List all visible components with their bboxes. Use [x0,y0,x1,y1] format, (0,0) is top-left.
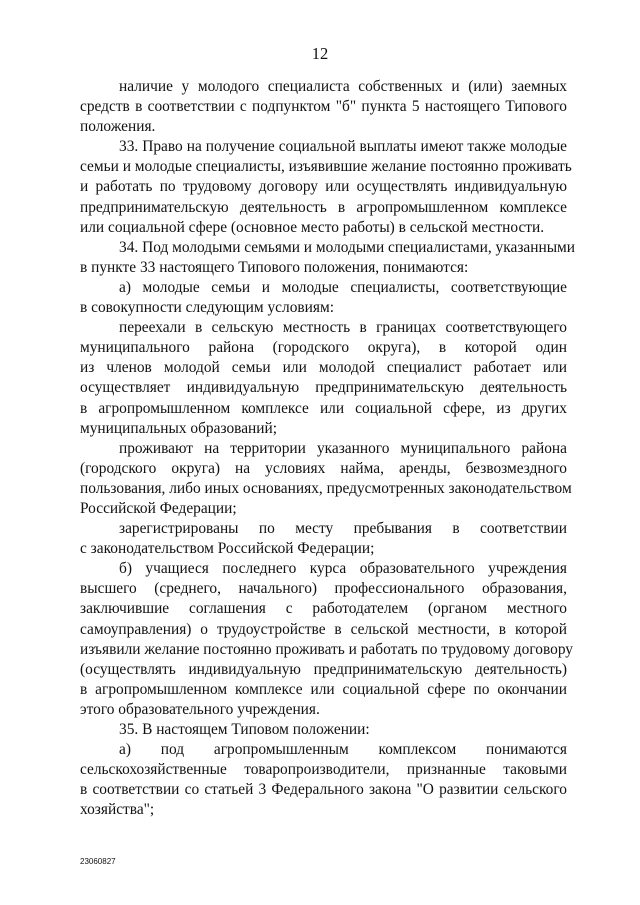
text-line: наличие у молодого специалиста собственных и (или) заемных [119,78,567,95]
page-number: 12 [311,44,329,63]
text-line: 35. В настоящем Типовом положении: [119,721,370,738]
text-line: муниципальных образований; [80,419,278,437]
text-line: заключившие соглашения с работодателем (органом местного [80,600,567,618]
text-line: или социальной сфере (основное место работы) в сельской местности. [80,218,545,236]
text-line: изъявили желание постоянно проживать и работать по трудовому договору [80,640,574,658]
text-line: Российской Федерации; [80,499,237,517]
text-line: осуществляет индивидуальную предпринимательскую деятельность [80,379,567,397]
text-line: 33. Право на получение социальной выплаты имеют также молодые [119,138,567,156]
text-line: этого образовательного учреждения. [80,700,320,718]
text-line: с законодательством Российской Федерации; [80,540,375,558]
text-line: зарегистрированы по месту пребывания в соответствии [119,520,567,538]
text-line: а) молодые семьи и молодые специалисты, соответствующие [119,278,567,296]
text-line: из членов молодой семьи или молодой специалист работает или [80,359,567,377]
text-line: в агропромышленном комплексе или социальной сфере, из других [80,399,567,417]
text-line: сельскохозяйственные товаропроизводители, признанные таковыми [80,761,567,779]
text-line: в пункте 33 настоящего Типового положения, понимаются: [80,258,469,276]
text-line: самоуправления) о трудоустройстве в сельской местности, в которой [80,620,567,638]
text-line: семьи и молодые специалисты, изъявившие желание постоянно проживать [80,158,572,176]
text-line: (городского округа) на условиях найма, аренды, безвозмездного [80,459,567,477]
text-line: и работать по трудовому договору или осуществлять индивидуальную [80,178,567,196]
document-body [80,77,576,820]
text-line: средств в соответствии с подпунктом "б" пункта 5 настоящего Типового [80,98,567,116]
text-line: б) учащиеся последнего курса образовательного учреждения [119,560,567,578]
text-line: предпринимательскую деятельность в агропромышленном комплексе [80,198,567,216]
text-line: 34. Под молодыми семьями и молодыми специалистами, указанными [119,238,576,256]
text-line: высшего (среднего, начального) профессионального образования, [80,580,567,598]
text-line: в совокупности следующим условиям: [80,299,334,317]
text-line: а) под агропромышленным комплексом понимаются [119,741,567,759]
text-line: проживают на территории указанного муниципального района [119,439,567,457]
text-line: хозяйства"; [80,801,155,819]
text-line: (осуществлять индивидуальную предпринимательскую деятельность) [80,660,567,678]
text-line: в соответствии со статьей 3 Федерального закона "О развитии сельского [80,781,567,799]
document-code: 23060827 [80,857,116,866]
text-line: пользования, либо иных основаниях, предусмотренных законодательством [80,479,572,497]
text-line: муниципального района (городского округа), в которой один [80,339,567,357]
text-line: положения. [80,118,156,136]
text-line: переехали в сельскую местность в границах соответствующего [119,319,567,337]
text-line: в агропромышленном комплексе или социальной сфере по окончании [80,680,567,698]
